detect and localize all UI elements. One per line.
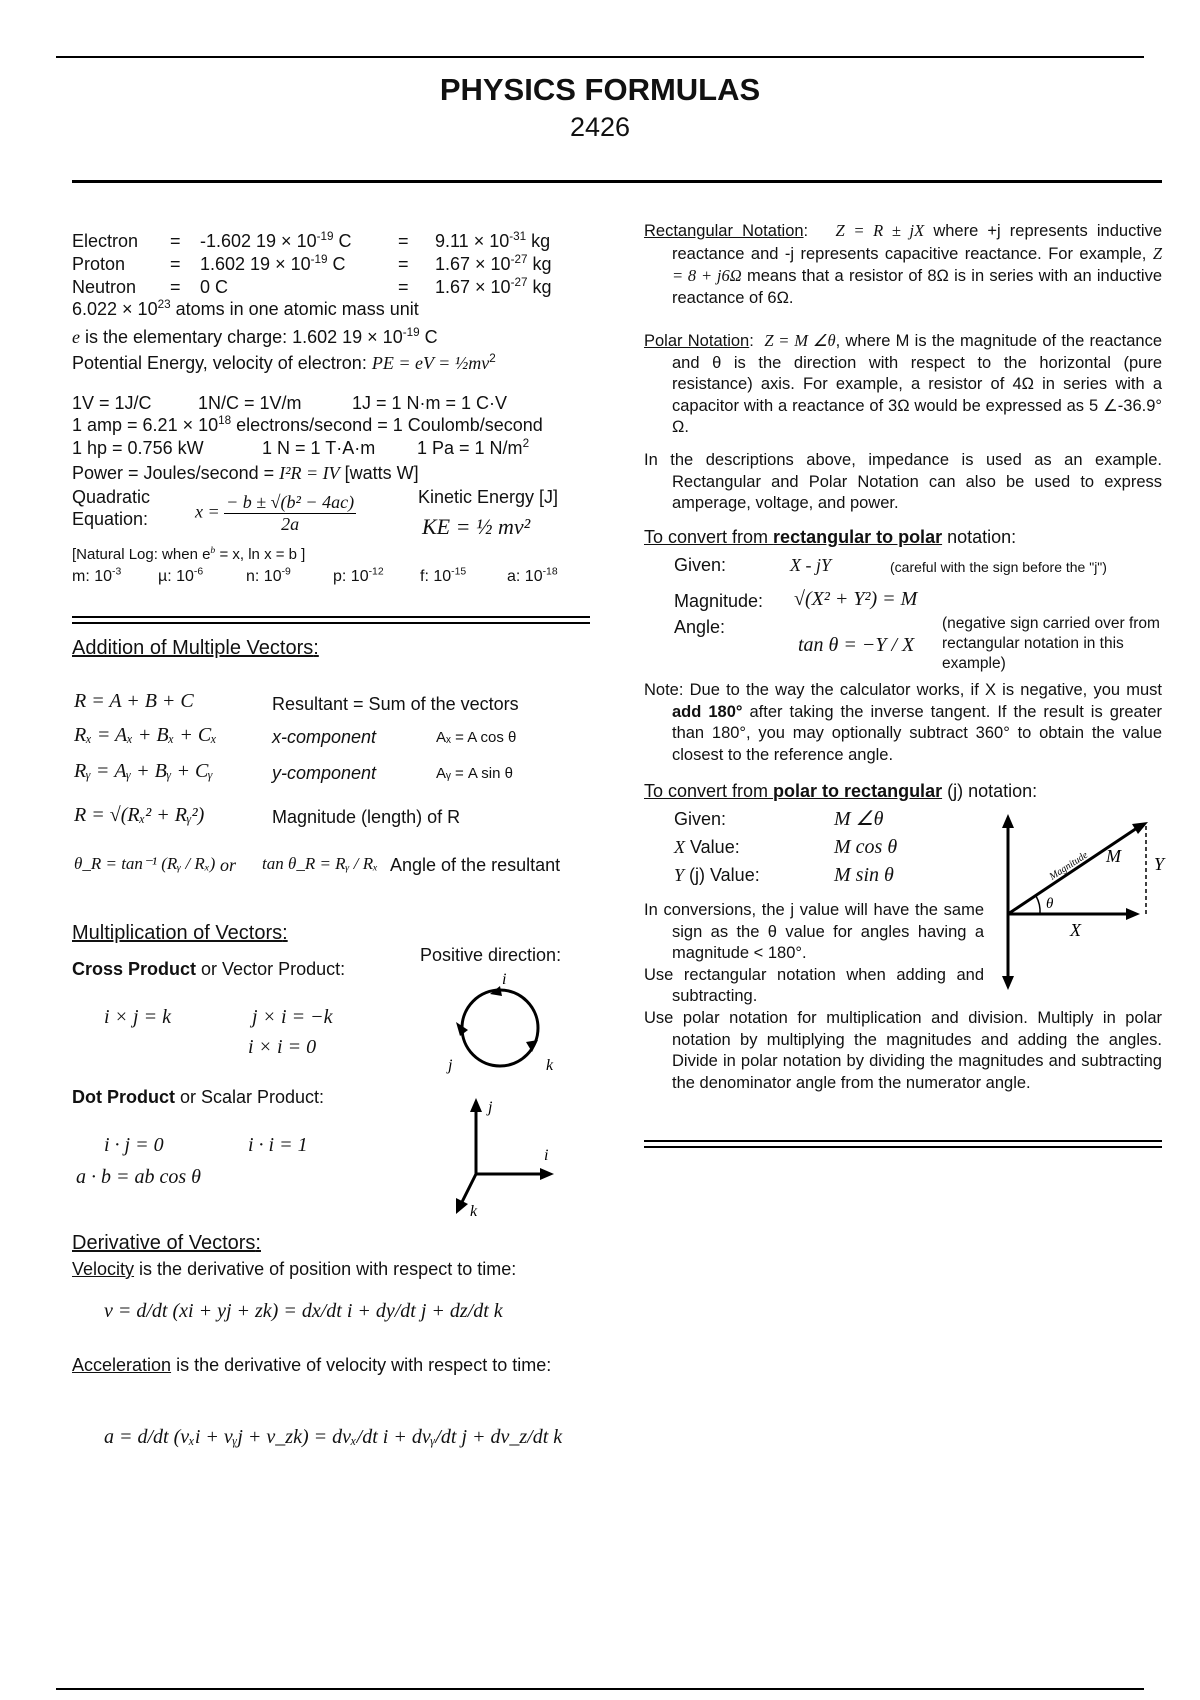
i-label: i — [502, 971, 507, 988]
calculator-note: Note: Due to the way the calculator works, if X is negative, you must add 180° after taking the inverse tangent. If the result is greater than 180°, you may optionally subtract 360° to obtain the value closest to the reference angle. — [644, 681, 1162, 764]
section-rule — [644, 1140, 1162, 1142]
angle-formula-b: tan θ_R = Rᵧ / Rₓ — [262, 854, 378, 873]
cross-formula: i × i = 0 — [248, 1036, 317, 1058]
proton-charge: 1.602 $19 \times 10^{-19}$ C — [200, 253, 346, 274]
rect-to-polar-heading: To convert from rectangular to polar notation: — [644, 527, 1017, 547]
magnitude-label: Magnitude — [1047, 849, 1090, 883]
k-label: k — [470, 1203, 478, 1220]
elementary-charge-line: e is the elementary charge: 1.602 $19 \times 10^{-19}$ C — [72, 326, 438, 347]
equals-sign: = — [398, 231, 409, 251]
natural-log-line: [Natural Log: when $e^b = x$, ln x = b ] — [72, 545, 306, 563]
p2r-y-label: Y (j) Value: — [674, 865, 760, 885]
prefix-row: m: $10^{-3}$ — [72, 566, 122, 585]
descriptions-paragraph: In the descriptions above, impedance is used as an example. Rectangular and Polar Notation can also be used to express amperage, voltage, and power. — [644, 451, 1162, 512]
m-label: M — [1106, 846, 1121, 866]
magnitude-formula: √(X² + Y²) = M — [794, 588, 918, 610]
magnitude-vector — [1008, 826, 1140, 914]
k-label: k — [546, 1057, 554, 1074]
acceleration-line: Acceleration is the derivative of velocity with respect to time: — [72, 1355, 552, 1375]
particle-row: Neutron — [72, 277, 137, 297]
section-rule — [72, 622, 590, 624]
prefix-row: p: $10^{-12}$ — [333, 566, 384, 585]
vector-component: Aᵧ = A sin θ — [436, 765, 513, 782]
theta-label: θ — [1046, 896, 1054, 912]
vector-formula: Rₓ = Aₓ + Bₓ + Cₓ — [74, 724, 217, 746]
cross-formula: i × j = k — [104, 1006, 171, 1028]
units-line-1: 1V = 1J/C — [72, 393, 152, 413]
rotation-circle-diagram — [440, 970, 560, 1080]
units-line-3: 1 hp = 0.756 kW — [72, 438, 204, 458]
angle-label: Angle: — [674, 617, 726, 637]
vector-desc: x-component — [272, 727, 377, 747]
page-title: PHYSICS FORMULAS — [439, 72, 761, 107]
proton-mass: $1.67 \times 10^{-27}$ kg — [435, 253, 552, 274]
angle-formula-a: θ_R = tan⁻¹ (Rᵧ / Rₓ) — [74, 854, 216, 873]
rectangular-notation-paragraph: Rectangular Notation: Z = R ± jX where +j represents inductive reactance and -j represents capacitive reactance. For example, Z = 8 + j6Ω means that a resistor of 8Ω is in series with an inductive reactance of 6Ω. — [644, 221, 1163, 307]
prefix-row: µ: $10^{-6}$ — [158, 566, 204, 585]
angle-formula: tan θ = −Y / X — [798, 634, 915, 656]
neutron-charge: 0 C — [200, 277, 229, 297]
units-line-1b: 1N/C = 1V/m — [198, 393, 302, 413]
vector-desc: Magnitude (length) of R — [272, 807, 461, 827]
quadratic-formula: x = $\frac{\text{− b ± √(b² − 4ac)}}{2a}$ — [195, 492, 355, 534]
electron-mass: $9.11 \times 10^{-31}$ kg — [435, 230, 551, 251]
amu-line: $6.022 \times 10^{23}$ atoms in one atomic mass unit — [72, 298, 419, 319]
j-label: j — [448, 1057, 453, 1074]
angle-arc — [1036, 896, 1040, 914]
prefix-row: n: $10^{-9}$ — [246, 566, 291, 585]
dot-product-heading: Dot Product or Scalar Product: — [72, 1087, 325, 1107]
p2r-x-value: M cos θ — [834, 836, 898, 858]
vector-component: Aₓ = A cos θ — [436, 729, 517, 746]
units-line-3c: 1 Pa = 1 $N/m^2$ — [417, 437, 530, 458]
polar-triangle-diagram — [996, 812, 1176, 992]
vector-formula: Rᵧ = Aᵧ + Bᵧ + Cᵧ — [74, 760, 213, 782]
conversion-paragraph: In conversions, the j value will have the same sign as the θ value for angles having a magnitude < 180°. Use rectangular notation when adding and subtracting. — [644, 901, 984, 1005]
add-vectors-title: Addition of Multiple Vectors: — [72, 637, 319, 659]
angle-desc: Angle of the resultant — [390, 855, 561, 875]
angle-or: or — [220, 855, 237, 875]
equals-sign: = — [398, 277, 409, 297]
positive-direction-label: Positive direction: — [420, 945, 562, 965]
neutron-mass: $1.67 \times 10^{-27}$ kg — [435, 276, 552, 297]
angle-note: (negative sign carried over from rectangular notation in this example) — [942, 615, 1160, 672]
polar-multiplication-paragraph: Use polar notation for multiplication and division. Multiply in polar notation by multiplying the magnitudes and adding the angles. Divide in polar notation by dividing the magnitudes and subtracting the denominator angle from the numerator angle. — [644, 1009, 1162, 1092]
z-axis — [460, 1174, 476, 1206]
j-label: j — [488, 1099, 493, 1116]
quadratic-label: Quadratic Equation: — [72, 487, 151, 529]
section-rule — [644, 1146, 1162, 1148]
p2r-given-value: M ∠θ — [834, 808, 884, 830]
cross-product-heading: Cross Product or Vector Product: — [72, 959, 346, 979]
polar-to-rect-heading: To convert from polar to rectangular (j) notation: — [644, 781, 1038, 801]
power-line: Power = Joules/second = I²R = IV [watts W] — [72, 463, 419, 483]
top-rule — [56, 56, 1144, 58]
arrow-head — [540, 1168, 554, 1180]
cross-formula: j × i = −k — [252, 1006, 333, 1028]
prefix-row: f: $10^{-15}$ — [420, 566, 467, 585]
kinetic-energy-formula: KE = ½ mv² — [422, 514, 531, 539]
p2r-given-label: Given: — [674, 809, 727, 829]
electron-charge: -1.602 $19 \times 10^{-19}$ C — [200, 230, 352, 251]
particle-row: Proton — [72, 254, 126, 274]
velocity-formula: v = d/dt (xi + yj + zk) = dx/dt i + dy/dt j + dz/dt k — [104, 1300, 503, 1322]
arrow-head — [1002, 976, 1014, 990]
axes-diagram — [440, 1094, 570, 1224]
given-label: Given: — [674, 555, 727, 575]
arrow-head — [1126, 908, 1140, 920]
units-line-3b: 1 N = 1 T·A·m — [262, 438, 376, 458]
given-value: X - jY — [790, 555, 832, 575]
arrow-head — [526, 1040, 538, 1052]
vector-formula: R = √(Rₓ² + Rᵧ²) — [74, 804, 205, 826]
prefix-row: a: $10^{-18}$ — [507, 566, 558, 585]
dot-formula: a · b = ab cos θ — [76, 1166, 201, 1188]
section-rule — [72, 616, 590, 618]
equals-sign: = — [170, 231, 181, 251]
vector-desc: Resultant = Sum of the vectors — [272, 694, 519, 714]
acceleration-formula: a = d/dt (vₓi + vᵧj + v_zk) = dvₓ/dt i + dvᵧ/dt j + dv_z/dt k — [104, 1426, 563, 1448]
magnitude-label: Magnitude: — [674, 591, 764, 611]
particle-row: Electron — [72, 231, 139, 251]
arrow-head — [470, 1098, 482, 1112]
equals-sign: = — [398, 254, 409, 274]
dot-formula: i · i = 1 — [248, 1134, 308, 1156]
bottom-rule — [56, 1688, 1144, 1690]
p2r-x-label: X Value: — [674, 837, 740, 857]
arrow-head — [1002, 814, 1014, 828]
polar-notation-paragraph: Polar Notation: Z = M ∠θ, where M is the magnitude of the reactance and θ is the direction with respect to the horizontal (pure resistance) axis. For example, a resistor of 4Ω in series with a capacitor with a reactance of 3Ω would be expressed as 5 ∠-36.9° Ω. — [644, 331, 1162, 436]
i-label: i — [544, 1147, 549, 1164]
units-line-1c: 1J = 1 N·m = 1 C·V — [352, 393, 508, 413]
vector-desc: y-component — [272, 763, 377, 783]
derivative-title: Derivative of Vectors: — [72, 1232, 261, 1254]
header-bottom-rule — [72, 180, 1162, 183]
equals-sign: = — [170, 277, 181, 297]
x-label: X — [1070, 920, 1081, 940]
p2r-y-value: M sin θ — [834, 864, 894, 886]
units-line-2: 1 amp = $6.21 \times 10^{18}$ electrons/second = 1 Coulomb/second — [72, 414, 543, 435]
y-label: Y — [1154, 854, 1165, 874]
potential-energy-line: Potential Energy, velocity of electron: PE = eV = $\frac{1}{2}mv^2$ — [72, 352, 496, 373]
kinetic-energy-label: Kinetic Energy [J] — [418, 487, 559, 507]
equals-sign: = — [170, 254, 181, 274]
velocity-line: Velocity is the derivative of position with respect to time: — [72, 1259, 517, 1279]
vector-formula: R = A + B + C — [74, 690, 194, 712]
page-number: 2426 — [569, 112, 631, 142]
dot-formula: i · j = 0 — [104, 1134, 164, 1156]
mult-title: Multiplication of Vectors: — [72, 922, 288, 944]
circle-arrow — [462, 990, 538, 1066]
given-note: (careful with the sign before the "j") — [890, 559, 1107, 575]
